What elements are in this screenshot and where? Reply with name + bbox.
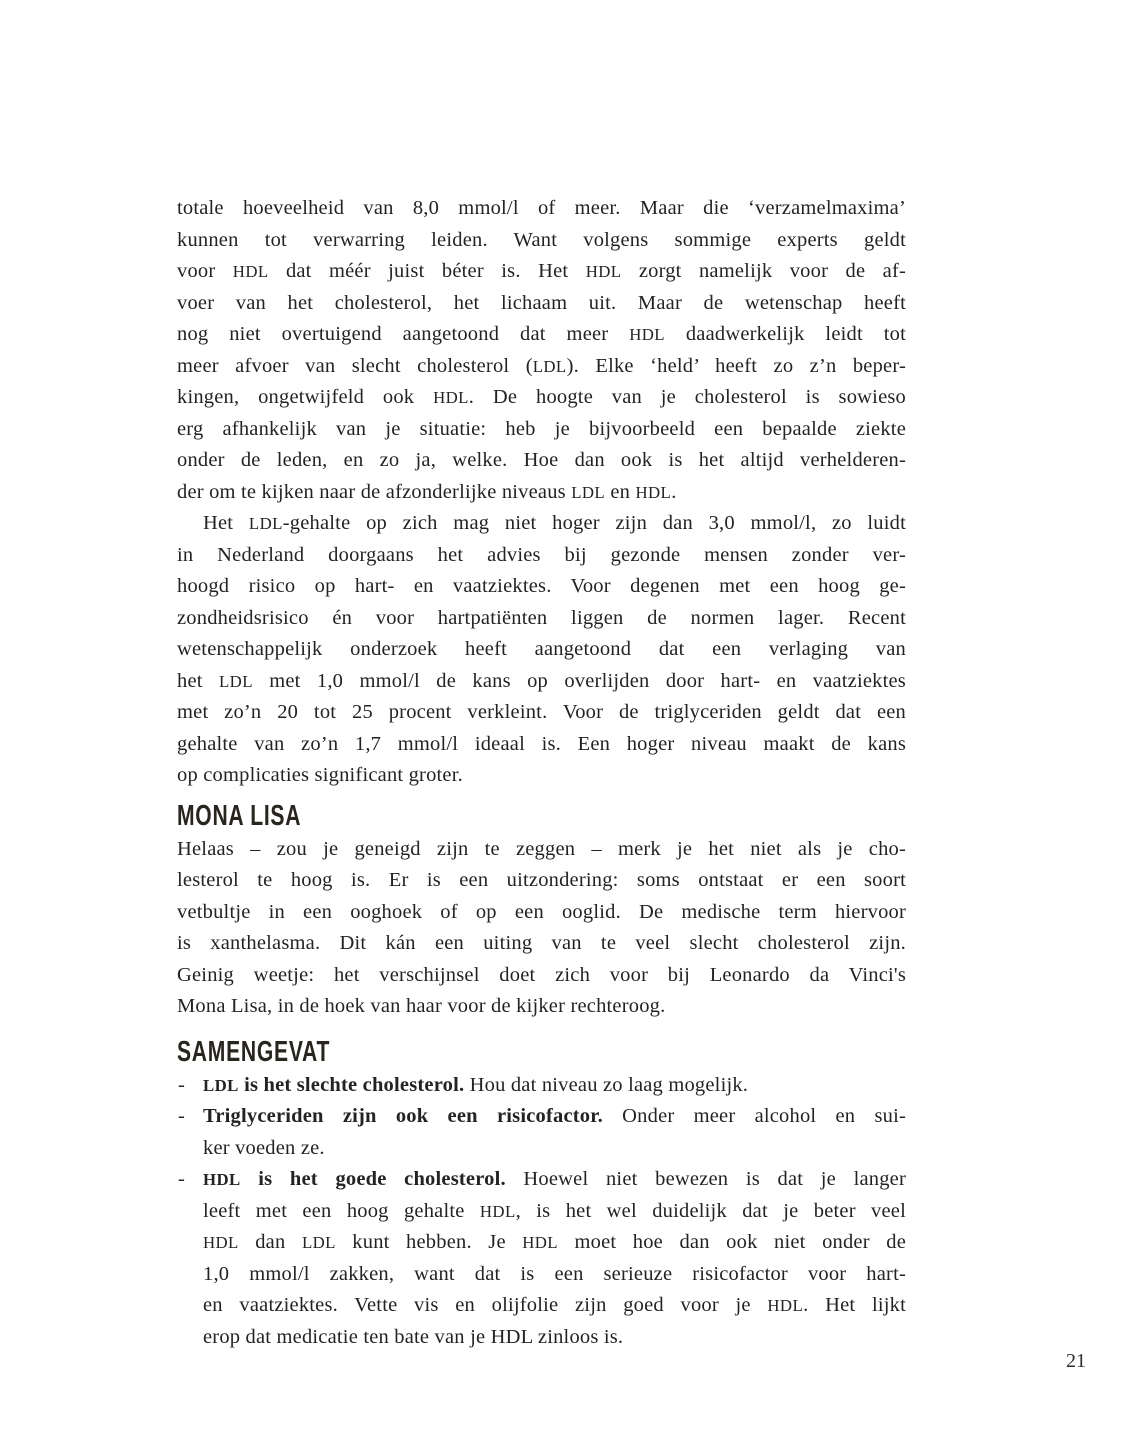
text-line [177, 603, 906, 635]
text-line [177, 193, 906, 225]
text-segment: en [605, 480, 636, 503]
text-line [177, 508, 906, 540]
text-segment: Onder meer alcohol en sui- [602, 1105, 906, 1127]
text-segment: wetenschappelijk onderzoek heeft aangetoond dat een verlaging van [177, 638, 906, 660]
text-segment: kunt hebben. Je [335, 1231, 523, 1253]
summary-list [177, 1070, 906, 1354]
text-segment: gehalte van zo’n 1,7 mmol/l ideaal is. Een hoger niveau maakt de kans [177, 732, 906, 755]
paragraph-mona-lisa [177, 834, 906, 1023]
bold-text: is het goede cholesterol. [240, 1168, 506, 1190]
text-line [177, 351, 906, 383]
paragraph-ldl-norms [177, 508, 906, 792]
text-line [177, 634, 906, 666]
text-segment: . De hoogte van je cholesterol is sowieso [468, 386, 907, 408]
text-segment: Hou dat niveau zo laag mogelijk. [464, 1073, 749, 1096]
list-dash-marker: - [178, 1073, 185, 1096]
smallcaps-abbreviation: HDL [433, 388, 469, 407]
text-line [177, 540, 906, 572]
text-line [177, 760, 906, 792]
text-line [177, 414, 906, 446]
text-segment: en vaatziektes. Vette vis en olijfolie zijn goed voor je [203, 1294, 768, 1316]
smallcaps-abbreviation: HDL [585, 262, 622, 281]
text-segment: op complicaties significant groter. [177, 764, 463, 786]
text-line [177, 571, 906, 603]
text-segment: -gehalte op zich mag niet hoger zijn dan 3,0 mmol/l, zo luidt [282, 512, 906, 534]
text-segment: met 1,0 mmol/l de kans op overlijden door hart- en vaatziektes [252, 669, 906, 692]
heading-mona-lisa-text: MONA LISA [177, 799, 302, 832]
list-item-text [203, 1101, 906, 1164]
smallcaps-abbreviation: HDL [522, 1233, 558, 1252]
text-line [203, 1133, 906, 1165]
text-line [203, 1259, 906, 1291]
text-segment: ). Elke ‘held’ heeft zo z’n beper- [566, 354, 907, 377]
text-segment: lesterol te hoog is. Er is een uitzondering: soms ontstaat er een soort [177, 869, 906, 891]
smallcaps-abbreviation: LDL [301, 1233, 336, 1252]
text-segment: kunnen tot verwarring leiden. Want volgens sommige experts geldt [177, 228, 906, 251]
text-segment: kingen, ongetwijfeld ook [177, 386, 434, 408]
smallcaps-abbreviation: LDL [571, 482, 606, 502]
text-segment: daadwerkelijk leidt tot [664, 323, 906, 345]
text-line [203, 1322, 906, 1354]
text-segment: met zo’n 20 tot 25 procent verkleint. Voor de triglyceriden geldt dat een [177, 701, 906, 723]
text-line [203, 1164, 906, 1196]
text-segment: Geinig weetje: het verschijnsel doet zich voor bij Leonardo da Vinci's [177, 963, 906, 986]
text-line [177, 225, 906, 257]
text-line [203, 1070, 906, 1102]
text-segment: is xanthelasma. Dit kán een uiting van te veel slecht cholesterol zijn. [177, 932, 906, 954]
text-segment: zorgt namelijk voor de af- [621, 260, 907, 282]
heading-samengevat-text: SAMENGEVAT [177, 1035, 331, 1068]
text-line [203, 1101, 906, 1133]
smallcaps-abbreviation: HDL [629, 325, 665, 344]
text-line [177, 697, 906, 729]
list-item-text [203, 1070, 906, 1102]
text-segment: ker voeden ze. [203, 1136, 325, 1159]
smallcaps-abbreviation: HDL [479, 1201, 516, 1221]
text-segment: totale hoeveelheid van 8,0 mmol/l of meer. Maar die ‘verzamelmaxima’ [177, 197, 906, 219]
text-line [177, 928, 906, 960]
smallcaps-abbreviation: HDL [767, 1296, 804, 1315]
smallcaps-abbreviation: HDL [203, 1233, 239, 1252]
text-segment: Het [203, 512, 249, 534]
smallcaps-abbreviation: LDL [248, 514, 283, 533]
text-segment: onder de leden, en zo ja, welke. Hoe dan ook is het altijd verhelderen- [177, 449, 906, 471]
bold-text: is het slechte cholesterol. [238, 1073, 465, 1096]
text-segment: het [177, 669, 219, 692]
summary-list-item [177, 1070, 906, 1102]
text-line [177, 897, 906, 929]
text-segment: . Het lijkt [803, 1294, 906, 1316]
smallcaps-abbreviation: HDL [635, 482, 672, 502]
text-line [177, 960, 906, 992]
smallcaps-abbreviation: LDL [532, 356, 567, 376]
text-segment: der om te kijken naar de afzonderlijke niveaus [177, 480, 572, 503]
text-segment: hoogd risico op hart- en vaatziektes. Voor degenen met een hoog ge- [177, 575, 906, 597]
text-line [203, 1196, 906, 1228]
text-line [177, 477, 906, 509]
text-line [177, 729, 906, 761]
text-segment: zondheidsrisico én voor hartpatiënten liggen de normen lager. Recent [177, 606, 906, 629]
text-segment: moet hoe dan ook niet onder de [557, 1231, 906, 1253]
heading-samengevat [177, 1036, 906, 1068]
text-segment: 1,0 mmol/l zakken, want dat is een serieuze risicofactor voor hart- [203, 1262, 906, 1285]
text-segment: in Nederland doorgaans het advies bij gezonde mensen zonder ver- [177, 543, 906, 566]
text-segment: leeft met een hoog gehalte [203, 1199, 480, 1222]
text-line [203, 1227, 906, 1259]
text-segment: voor [177, 260, 233, 282]
bold-text: Triglyceriden zijn ook een risicofactor. [203, 1105, 603, 1127]
list-dash-marker: - [178, 1105, 185, 1127]
text-line [177, 834, 906, 866]
text-line [177, 256, 906, 288]
heading-mona-lisa [177, 800, 906, 832]
paragraph-hdl-intro [177, 193, 906, 508]
text-segment: meer afvoer van slecht cholesterol ( [177, 354, 533, 377]
smallcaps-abbreviation: LDL [219, 671, 253, 691]
text-segment: dat méér juist béter is. Het [268, 260, 586, 282]
smallcaps-abbreviation: HDL [232, 262, 269, 281]
text-segment: dan [238, 1231, 302, 1253]
text-line [177, 865, 906, 897]
list-item-text [203, 1164, 906, 1353]
text-segment: erg afhankelijk van je situatie: heb je bijvoorbeeld een bepaalde ziekte [177, 417, 906, 440]
page-content [177, 193, 906, 1353]
text-segment: Mona Lisa, in de hoek van haar voor de kijker rechteroog. [177, 995, 666, 1017]
page-number: 21 [1066, 1350, 1086, 1372]
text-segment: . [671, 480, 677, 503]
smallcaps-abbreviation: HDL [203, 1170, 241, 1189]
text-segment: erop dat medicatie ten bate van je HDL zinloos is. [203, 1325, 624, 1348]
text-segment: vetbultje in een ooghoek of op een ooglid. De medische term hiervoor [177, 900, 906, 923]
text-line [177, 288, 906, 320]
text-line [177, 445, 906, 477]
text-line [177, 991, 906, 1023]
text-line [177, 319, 906, 351]
text-segment: Helaas – zou je geneigd zijn te zeggen – merk je het niet als je cho- [177, 837, 906, 860]
text-segment: nog niet overtuigend aangetoond dat meer [177, 323, 630, 345]
text-segment: , is het wel duidelijk dat je beter veel [515, 1199, 906, 1222]
summary-list-item [177, 1101, 906, 1164]
text-line [177, 382, 906, 414]
text-line [203, 1290, 906, 1322]
text-line [177, 666, 906, 698]
text-segment: Hoewel niet bewezen is dat je langer [505, 1168, 907, 1190]
smallcaps-abbreviation: LDL [203, 1075, 239, 1095]
text-segment: voer van het cholesterol, het lichaam uit. Maar de wetenschap heeft [177, 291, 906, 314]
summary-list-item [177, 1164, 906, 1353]
list-dash-marker: - [178, 1168, 185, 1190]
